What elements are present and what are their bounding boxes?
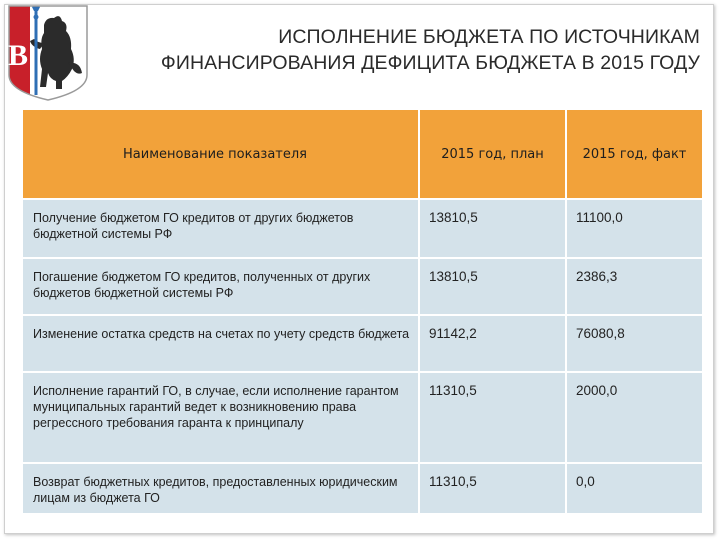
column-header-name: Наименование показателя (23, 110, 419, 199)
coat-of-arms-icon (6, 3, 90, 103)
table-row (23, 315, 702, 372)
row-fact: 76080,8 (566, 315, 702, 372)
budget-table (23, 110, 702, 513)
table-row (23, 463, 702, 513)
row-fact: 11100,0 (566, 199, 702, 258)
row-plan: 13810,5 (419, 258, 566, 315)
row-name: Возврат бюджетных кредитов, предоставленных юридическим лицам из бюджета ГО (23, 463, 419, 513)
row-fact: 0,0 (566, 463, 702, 513)
row-fact: 2000,0 (566, 372, 702, 463)
row-plan: 11310,5 (419, 372, 566, 463)
column-header-plan: 2015 год, план (419, 110, 566, 199)
table-row (23, 199, 702, 258)
table-header-row (23, 110, 702, 199)
emblem-letter: В (7, 39, 29, 72)
title-line-1: ИСПОЛНЕНИЕ БЮДЖЕТА ПО ИСТОЧНИКАМ (278, 26, 700, 48)
row-name: Погашение бюджетом ГО кредитов, полученных от других бюджетов бюджетной системы РФ (23, 258, 419, 315)
row-plan: 13810,5 (419, 199, 566, 258)
row-name: Исполнение гарантий ГО, в случае, если исполнение гарантом муниципальных гарантий ведет к возникновению права регрессного требования гаранта к принципалу (23, 372, 419, 463)
table-row (23, 258, 702, 315)
table-row (23, 372, 702, 463)
row-fact: 2386,3 (566, 258, 702, 315)
page-title (120, 24, 700, 76)
row-name: Изменение остатка средств на счетах по учету средств бюджета (23, 315, 419, 372)
title-line-2: ФИНАНСИРОВАНИЯ ДЕФИЦИТА БЮДЖЕТА В 2015 ГОДУ (160, 52, 700, 74)
row-plan: 11310,5 (419, 463, 566, 513)
row-plan: 91142,2 (419, 315, 566, 372)
column-header-fact: 2015 год, факт (566, 110, 702, 199)
row-name: Получение бюджетом ГО кредитов от других бюджетов бюджетной системы РФ (23, 199, 419, 258)
